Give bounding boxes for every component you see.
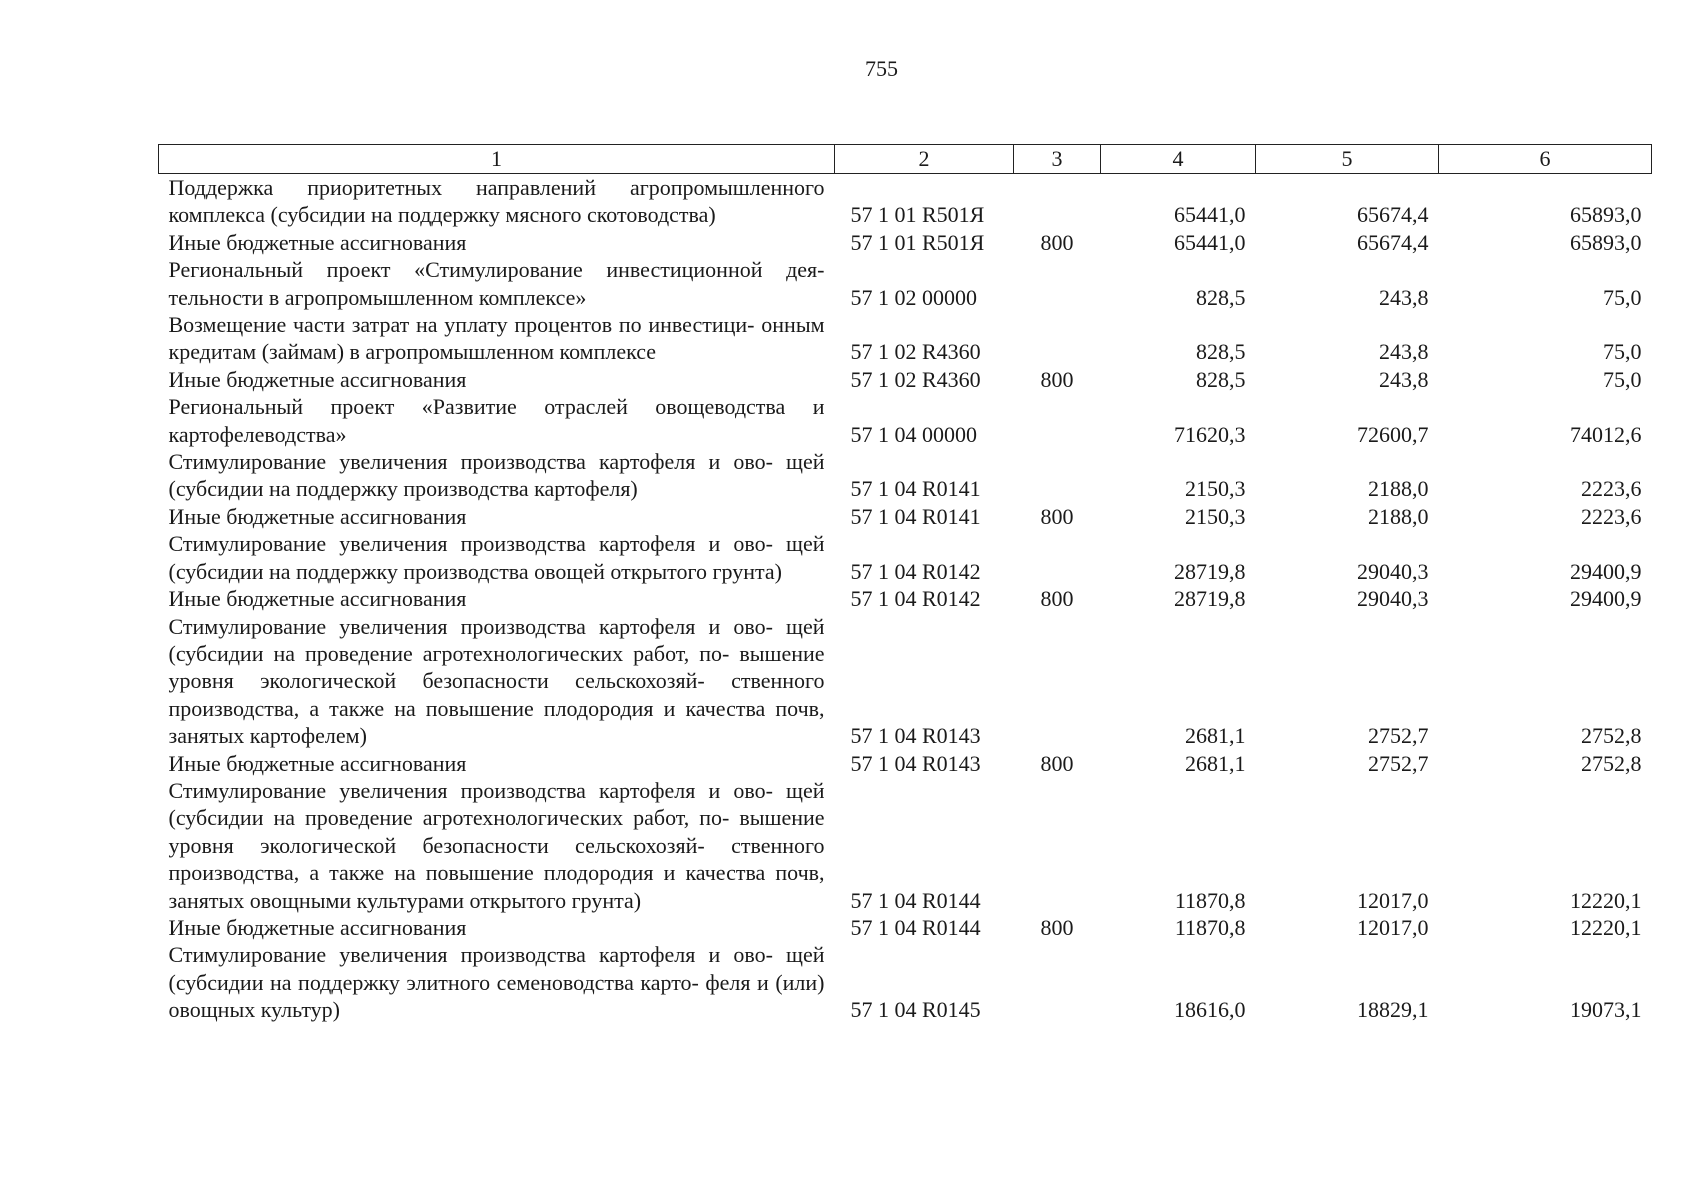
row-name-line: Иные бюджетные ассигнования (168, 914, 467, 940)
table-row (159, 311, 1652, 366)
row-name-line: качества почв, занятых овощными культурами открытого (168, 860, 825, 913)
row-name (159, 530, 835, 585)
row-value-4: 2681,1 (1185, 723, 1246, 749)
column-header-2: 2 (835, 145, 1014, 174)
row-name-line: вышение уровня экологической безопасности сельскохозяй- (168, 640, 825, 694)
row-name-line: качества почв, занятых картофелем) (168, 695, 825, 749)
row-name-line: комплекса (субсидии на поддержку мясного скотоводства) (168, 202, 716, 228)
row-name-line: грунта) (712, 558, 782, 584)
row-name (159, 448, 835, 503)
row-expense-type: 800 (1040, 229, 1074, 255)
row-value-5: 65674,4 (1357, 202, 1429, 228)
row-name-line: Иные бюджетные ассигнования (168, 586, 467, 612)
row-value-6: 12220,1 (1570, 887, 1642, 913)
row-name-line: щей (субсидии на проведение агротехнологических работ, по- (168, 613, 825, 666)
row-value-5: 65674,4 (1357, 229, 1429, 255)
row-name-line: вышение уровня экологической безопасности сельскохозяй- (168, 805, 825, 858)
row-value-5: 243,8 (1379, 339, 1429, 365)
row-value-5: 2188,0 (1368, 476, 1429, 502)
row-code: 57 1 04 R0141 (850, 503, 981, 529)
row-name (159, 366, 835, 393)
row-name (159, 229, 835, 256)
row-name-line: онным кредитам (займам) в агропромышленном комплексе (168, 312, 825, 365)
row-value-4: 11870,8 (1174, 887, 1246, 913)
table-body (159, 174, 1652, 1024)
row-name-line: щей (субсидии на проведение агротехнологических работ, по- (168, 777, 825, 831)
row-code: 57 1 04 R0144 (850, 887, 981, 913)
row-value-6: 65893,0 (1570, 202, 1642, 228)
table-row (159, 503, 1652, 530)
row-expense-type (1014, 311, 1101, 366)
row-value-5: 2752,7 (1368, 750, 1429, 776)
column-header-3: 3 (1014, 145, 1101, 174)
row-name (159, 777, 835, 914)
row-name-line: Региональный проект «Стимулирование инвестиционной дея- (168, 257, 825, 283)
row-name (159, 941, 835, 1023)
row-value-6: 2752,8 (1581, 723, 1642, 749)
row-value-4: 28719,8 (1174, 586, 1246, 612)
row-value-5: 29040,3 (1357, 558, 1429, 584)
row-name (159, 750, 835, 777)
row-value-4: 28719,8 (1174, 558, 1246, 584)
row-expense-type: 800 (1040, 750, 1074, 776)
table-row (159, 941, 1652, 1023)
row-code: 57 1 04 R0142 (850, 558, 981, 584)
column-header-1: 1 (159, 145, 835, 174)
row-name (159, 503, 835, 530)
row-value-5: 72600,7 (1357, 421, 1429, 447)
column-header-4: 4 (1101, 145, 1256, 174)
row-value-6: 2223,6 (1581, 503, 1642, 529)
row-code: 57 1 04 R0141 (850, 476, 981, 502)
row-value-5: 12017,0 (1357, 887, 1429, 913)
row-value-4: 65441,0 (1174, 229, 1246, 255)
column-header-6: 6 (1439, 145, 1652, 174)
table-row (159, 613, 1652, 750)
row-value-5: 243,8 (1379, 366, 1429, 392)
table-row (159, 393, 1652, 448)
row-expense-type (1014, 448, 1101, 503)
row-name-line: щей (субсидии на поддержку производства овощей открытого (168, 531, 825, 584)
row-code: 57 1 04 00000 (850, 421, 977, 447)
row-expense-type (1014, 613, 1101, 750)
row-value-6: 75,0 (1603, 284, 1642, 310)
row-value-5: 2752,7 (1368, 723, 1429, 749)
table-row (159, 229, 1652, 256)
row-code: 57 1 04 R0142 (850, 586, 981, 612)
row-code: 57 1 04 R0144 (850, 914, 981, 940)
table-row (159, 174, 1652, 229)
row-value-6: 19073,1 (1570, 997, 1642, 1023)
row-name (159, 393, 835, 448)
row-name-line: Стимулирование увеличения производства картофеля и ово- (168, 777, 773, 803)
table-row (159, 914, 1652, 941)
row-expense-type: 800 (1040, 503, 1074, 529)
row-code: 57 1 04 R0145 (850, 997, 981, 1023)
page-number: 755 (865, 56, 898, 81)
row-value-5: 2188,0 (1368, 503, 1429, 529)
row-expense-type (1014, 777, 1101, 914)
row-value-4: 828,5 (1196, 284, 1246, 310)
row-value-6: 74012,6 (1570, 421, 1642, 447)
row-name (159, 256, 835, 311)
row-code: 57 1 02 00000 (850, 284, 977, 310)
row-name-line: щей (субсидии на поддержку производства картофеля) (168, 449, 825, 502)
row-name-line: Возмещение части затрат на уплату процентов по инвестици- (168, 312, 755, 338)
table-row (159, 750, 1652, 777)
row-expense-type (1014, 256, 1101, 311)
row-value-4: 71620,3 (1174, 421, 1246, 447)
table-row (159, 366, 1652, 393)
row-code: 57 1 04 R0143 (850, 750, 981, 776)
row-value-4: 2681,1 (1185, 750, 1246, 776)
row-name-line: Иные бюджетные ассигнования (168, 750, 467, 776)
row-name-line: картофелеводства» (168, 421, 347, 447)
row-expense-type (1014, 530, 1101, 585)
row-code: 57 1 02 R4360 (850, 366, 981, 392)
row-value-6: 65893,0 (1570, 229, 1642, 255)
row-name-line: щей (субсидии на поддержку элитного семеноводства карто- (168, 942, 825, 995)
row-value-5: 29040,3 (1357, 586, 1429, 612)
row-expense-type (1014, 941, 1101, 1023)
row-name (159, 174, 835, 229)
table-row (159, 777, 1652, 914)
row-name-line: Региональный проект «Развитие отраслей овощеводства и (168, 394, 825, 420)
table-row (159, 256, 1652, 311)
row-value-6: 2752,8 (1581, 750, 1642, 776)
row-name-line: Стимулирование увеличения производства картофеля и ово- (168, 531, 773, 557)
row-value-4: 18616,0 (1174, 997, 1246, 1023)
row-name-line: Иные бюджетные ассигнования (168, 229, 467, 255)
row-expense-type: 800 (1040, 586, 1074, 612)
row-code: 57 1 01 R501Я (850, 202, 985, 228)
row-value-6: 75,0 (1603, 366, 1642, 392)
row-name-line: Иные бюджетные ассигнования (168, 503, 467, 529)
row-name-line: Иные бюджетные ассигнования (168, 366, 467, 392)
row-name-line: феля и (или) овощных культур) (168, 969, 825, 1023)
row-value-6: 75,0 (1603, 339, 1642, 365)
row-value-6: 29400,9 (1570, 586, 1642, 612)
row-name-line: ственного производства, а также на повышение плодородия и (168, 832, 825, 886)
row-expense-type: 800 (1040, 366, 1074, 392)
row-expense-type (1014, 393, 1101, 448)
row-value-6: 2223,6 (1581, 476, 1642, 502)
row-name-line: Поддержка приоритетных направлений агропромышленного (168, 175, 825, 200)
row-value-5: 12017,0 (1357, 914, 1429, 940)
table-row (159, 530, 1652, 585)
row-code: 57 1 02 R4360 (850, 339, 981, 365)
row-name-line: тельности в агропромышленном комплексе» (168, 284, 587, 310)
row-name-line: грунта) (571, 887, 642, 913)
row-name (159, 585, 835, 612)
row-expense-type (1014, 174, 1101, 229)
row-value-6: 29400,9 (1570, 558, 1642, 584)
row-name (159, 613, 835, 750)
row-value-4: 2150,3 (1185, 503, 1246, 529)
column-header-5: 5 (1256, 145, 1439, 174)
row-value-5: 18829,1 (1357, 997, 1429, 1023)
budget-table (158, 144, 1652, 1024)
row-name (159, 914, 835, 941)
row-value-4: 2150,3 (1185, 476, 1246, 502)
row-value-5: 243,8 (1379, 284, 1429, 310)
row-name-line: Стимулирование увеличения производства картофеля и ово- (168, 449, 773, 475)
row-name (159, 311, 835, 366)
row-code: 57 1 04 R0143 (850, 723, 981, 749)
row-name-line: ственного производства, а также на повышение плодородия и (168, 668, 825, 721)
row-name-line: Стимулирование увеличения производства картофеля и ово- (168, 613, 773, 639)
row-value-4: 828,5 (1196, 366, 1246, 392)
row-code: 57 1 01 R501Я (850, 229, 985, 255)
row-name-line: Стимулирование увеличения производства картофеля и ово- (168, 942, 773, 968)
table-header-row (159, 145, 1652, 174)
row-value-4: 11870,8 (1174, 914, 1246, 940)
row-expense-type: 800 (1040, 914, 1074, 940)
table-row (159, 448, 1652, 503)
row-value-6: 12220,1 (1570, 914, 1642, 940)
table-row (159, 585, 1652, 612)
row-value-4: 65441,0 (1174, 202, 1246, 228)
row-value-4: 828,5 (1196, 339, 1246, 365)
